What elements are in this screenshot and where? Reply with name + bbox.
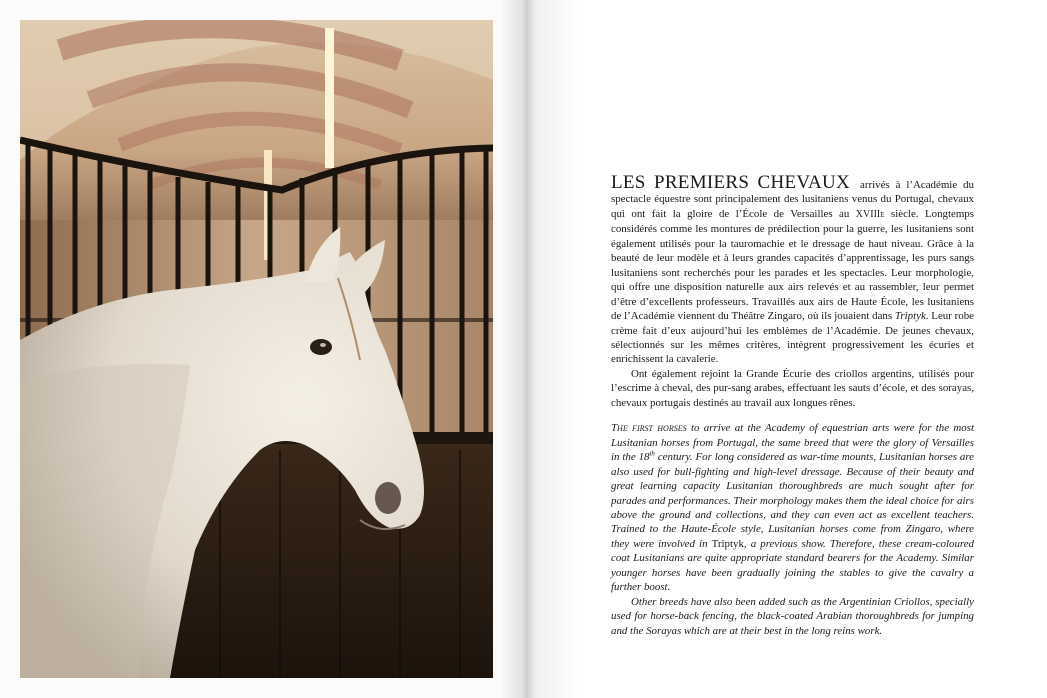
- french-paragraph-1: [611, 172, 975, 367]
- english-ordinal: th: [649, 449, 655, 458]
- english-paragraph-2: Other breeds have also been added such as the Argentinian Criollos, specially used for horse-back fencing, the black-coated Arabian thoroughbreds for jumping and the Sorayas which are at their best in the long reins work.: [611, 595, 974, 637]
- english-p1-part-a: to arrive at the Academy of equestrian arts were for the most Lusitanian horses from Portugal, the same breed that were the glory of Versailles in the 18: [611, 422, 974, 464]
- french-text: [611, 172, 975, 410]
- french-century: XVIIIe: [855, 208, 885, 220]
- english-p1-part-b: century. For long considered as war-time mounts, Lusitanian horses are also used for bull-fighting and high-level dressage. Because of their beauty and great learning capacity Lusitanian thoroughbreds are much sought after for parades and performances. Their morphology makes them the ideal choice for airs above the ground and collections, and they can even act as excellent teachers. Trained to the Haute-École style, Lusitanian horses come from Zingaro, where they were involved in: [611, 451, 974, 550]
- english-text: [611, 421, 974, 638]
- chapter-heading: LES PREMIERS CHEVAUX: [611, 172, 851, 193]
- english-show-title: Triptyk: [711, 537, 744, 550]
- horse-photo: [20, 20, 493, 678]
- french-show-title: Triptyk: [894, 310, 926, 323]
- french-p1-part-a: arrivés à l’Académie du spectacle équestre sont principalement des lusitaniens venus du Portugal, chevaux qui ont fait la gloire de l’École de Versailles au: [611, 179, 974, 220]
- french-p1-part-b: siècle. Longtemps considérés comme les montures de prédilection pour la guerre, les lusitaniens sont également utilisés pour la tauromachie et le dressage de haut niveau. Grâce à la beauté de leur modèle et à leurs grandes capacités d’apprentissage, les purs sangs lusitaniens sont recherchés pour les parades et les spectacles. Leur morphologie, qui offre une disposition naturelle aux airs relevés et au rassembler, leur permet d’être d’excellents professeurs. Travaillés aux airs de Haute École, les lusitaniens de l’Académie viennent du Théâtre Zingaro, où ils jouaient dans: [611, 207, 974, 323]
- french-p1-part-c: . Leur robe crème fait d’eux aujourd’hui les emblèmes de l’Académie. De jeunes chevaux, sélectionnés sur les mêmes critères, intègrent progressivement les écuries et enrichissent la cavalerie.: [611, 310, 975, 366]
- english-lead: The first horses: [611, 422, 687, 435]
- book-gutter: [500, 0, 580, 698]
- english-paragraph-1: [611, 421, 974, 594]
- french-paragraph-2: Ont également rejoint la Grande Écurie des criollos argentins, utilisés pour l’escrime à cheval, des pur-sang arabes, effectuant les sauts d’école, et des sorayas, chevaux portugais destinés au travail aux longues rênes.: [611, 367, 974, 409]
- english-p1-part-c: , a previous show. Therefore, these cream-coloured coat Lusitanians are quite appropriate standard bearers for the Academy. Similar younger horses have been gradually joining the stables to give the cavalry a further boost.: [611, 537, 975, 594]
- text-column: [611, 172, 975, 638]
